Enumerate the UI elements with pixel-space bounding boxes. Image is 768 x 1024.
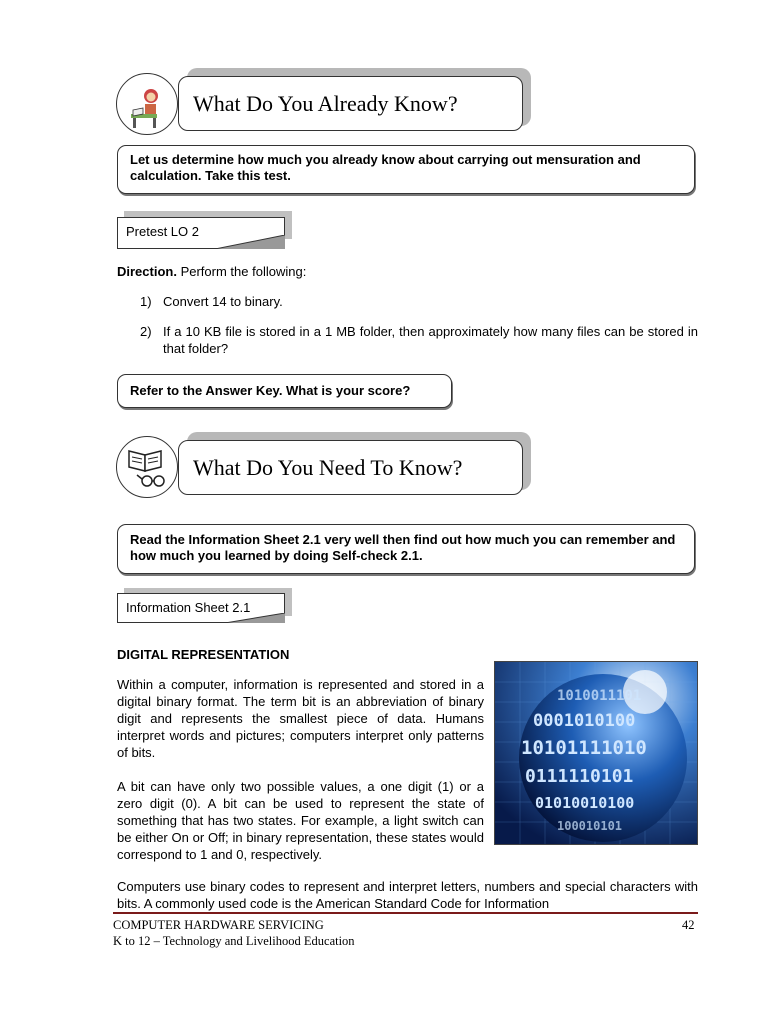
globe-digits-2: 0001010100 [533, 711, 636, 731]
pretest-tab [117, 217, 285, 249]
question-2-number: 2) [140, 324, 152, 339]
section1-header [178, 76, 523, 131]
footer-program-title: K to 12 – Technology and Livelihood Education [113, 934, 355, 948]
direction-text: Perform the following: [176, 264, 307, 279]
question-2-text: If a 10 KB file is stored in a 1 MB folder, then approximately how many files can be stored in that folder? [163, 324, 698, 356]
pretest-tab-label: Pretest LO 2 [126, 224, 199, 239]
section2-intro-box [117, 524, 695, 574]
page-fold-icon [215, 235, 285, 249]
globe-digits-6: 100010101 [557, 819, 623, 833]
globe-digits-5: 01010010100 [535, 794, 635, 812]
section1-intro-box [117, 145, 695, 194]
paragraph-2: A bit can have only two possible values, a one digit (1) or a zero digit (0). A bit can be used to represent the state of something that has two states. For example, a light switch can be either On or Off; in binary representation, these states would correspond to 1 and 0, respectively. [117, 779, 484, 862]
footer-course-title: COMPUTER HARDWARE SERVICING [113, 918, 324, 932]
footer-page-number: 42 [682, 918, 695, 932]
paragraph-1: Within a computer, information is represented and stored in a digital binary format. The term bit is an abbreviation of binary digit and represents the smallest piece of data. Humans interpret words and pictures; computers interpret only patterns of bits. [117, 677, 484, 760]
info-tab-label: Information Sheet 2.1 [126, 600, 251, 615]
globe-digits-4: 0111110101 [525, 766, 634, 787]
section-heading: DIGITAL REPRESENTATION [117, 647, 290, 662]
globe-digits-3: 10101111010 [521, 737, 647, 759]
footer-rule [113, 912, 698, 914]
section1-intro: Let us determine how much you already know about carrying out mensuration and calculation. Take this test. [130, 152, 641, 183]
page-fold-icon [225, 613, 285, 623]
section2-intro: Read the Information Sheet 2.1 very well then find out how much you can remember and how much you learned by doing Self-check 2.1. [130, 532, 676, 563]
section2-header [178, 440, 523, 495]
globe-digits-1: 1010011101 [557, 688, 642, 704]
direction-line [117, 263, 306, 280]
binary-globe-image [494, 661, 698, 845]
info-sheet-tab [117, 593, 285, 623]
paragraph-3: Computers use binary codes to represent and interpret letters, numbers and special characters with bits. A commonly used code is the American Standard Code for Information [117, 879, 698, 911]
student-reading-icon [116, 73, 178, 135]
direction-label: Direction. [117, 264, 177, 279]
book-and-glasses-icon [116, 436, 178, 498]
section2-title: What Do You Need To Know? [193, 454, 463, 480]
question-1-text: Convert 14 to binary. [163, 294, 283, 309]
answer-key-box [117, 374, 452, 408]
question-1-number: 1) [140, 294, 152, 309]
section1-title: What Do You Already Know? [193, 90, 458, 116]
answer-key-note: Refer to the Answer Key. What is your score? [130, 383, 411, 398]
